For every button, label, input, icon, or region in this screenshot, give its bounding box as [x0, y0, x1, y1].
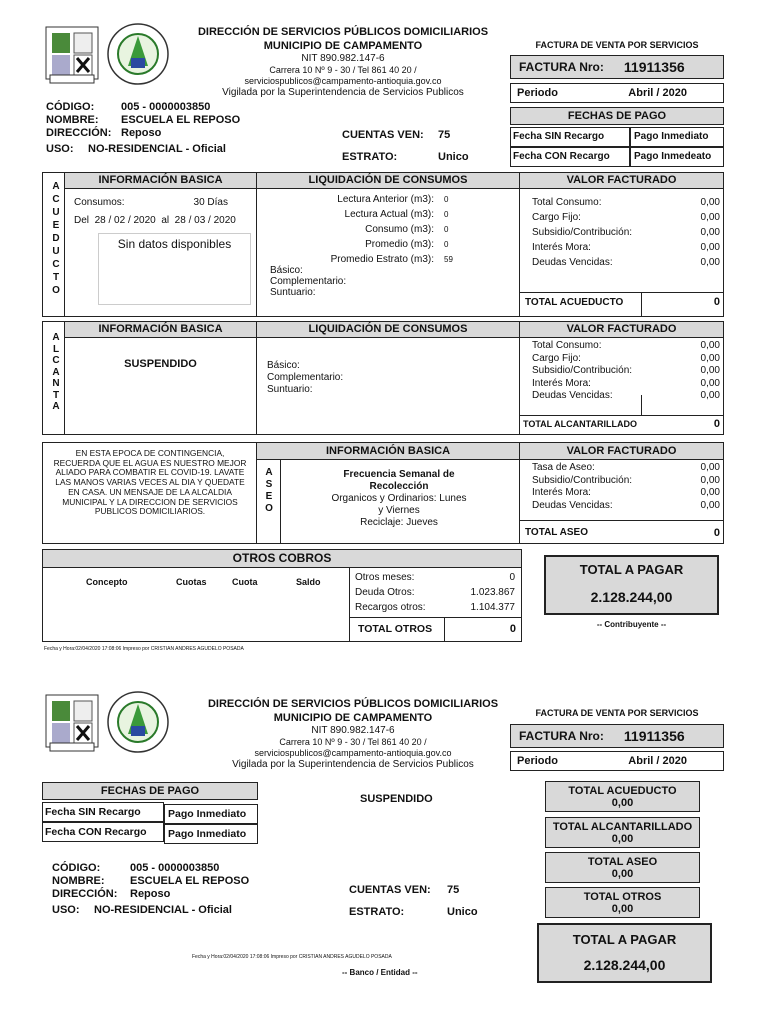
acueducto-basico: Básico:	[270, 265, 303, 276]
total-a-pagar-value: 2.128.244,00	[590, 589, 673, 605]
acueducto-valor-value: 0,00	[700, 212, 720, 223]
alcantarillado-basico: Básico:	[267, 360, 300, 371]
lectura-label: Promedio (m3):	[365, 239, 434, 250]
codigo-label-2: CÓDIGO:	[52, 862, 101, 874]
lectura-value: 0	[444, 225, 449, 234]
aseo-valor-value: 0,00	[700, 462, 720, 473]
alcantarillado-valor-label: Cargo Fijo:	[532, 352, 581, 364]
total-a-pagar-value-2: 2.128.244,00	[583, 957, 666, 973]
acueducto-valor-row	[532, 227, 720, 239]
lectura-row	[270, 194, 470, 206]
periodo-hasta: 28 / 03 / 2020	[174, 215, 236, 226]
nombre-value-2: ESCUELA EL REPOSO	[130, 875, 250, 887]
lectura-label: Lectura Anterior (m3):	[337, 194, 434, 205]
acueducto-side-letter: E	[52, 220, 60, 231]
col-cuotas: Cuotas	[176, 577, 207, 587]
alcantarillado-valor-row	[532, 340, 720, 352]
acueducto-side-letter: O	[52, 285, 60, 296]
aseo-side-letter: A	[265, 467, 273, 478]
municipal-shield-logo-2	[44, 693, 100, 753]
alcantarillado-valor-value: 0,00	[700, 390, 720, 401]
coupon-total-label: TOTAL ALCANTARILLADO	[552, 821, 693, 833]
print-footer-2: Fecha y Hora:02/04/2020 17:08:06 Impreso por CRISTIAN ANDRES AGUDELO POSADA	[192, 954, 392, 960]
aseo-valor-row	[532, 500, 720, 512]
al-label: al	[161, 215, 170, 226]
acueducto-valor-value: 0,00	[700, 242, 720, 253]
acueducto-valor-row	[532, 197, 720, 209]
fecha-sin-recargo-label-2: Fecha SIN Recargo	[42, 802, 164, 822]
acueducto-valor-value: 0,00	[700, 197, 720, 208]
acueducto-side-letter: U	[52, 207, 60, 218]
acueducto-valor-label: Subsidio/Contribución:	[532, 227, 633, 238]
reciclaje-schedule: Reciclaje: Jueves	[360, 517, 438, 528]
otros-item-label: Deuda Otros:	[355, 587, 415, 598]
period-value-2: Abril / 2020	[628, 755, 687, 767]
nit-2: NIT 890.982.147-6	[311, 725, 395, 736]
org-name: DIRECCIÓN DE SERVICIOS PÚBLICOS DOMICILIARIOS	[197, 26, 489, 38]
aseo-valor-label: Subsidio/Contribución:	[532, 474, 633, 486]
nit: NIT 890.982.147-6	[301, 53, 385, 64]
lectura-value: 0	[444, 240, 449, 249]
acueducto-valor-label: Total Consumo:	[532, 197, 602, 208]
alcantarillado-valor-row	[532, 378, 720, 390]
services-seal-logo-2	[106, 690, 170, 754]
otros-item-value: 1.104.377	[470, 602, 515, 613]
acueducto-liq-title: LIQUIDACIÓN DE CONSUMOS	[257, 173, 519, 189]
alcantarillado-side-label	[50, 332, 62, 413]
alcantarillado-suntuario: Suntuario:	[267, 384, 313, 395]
alcantarillado-valor-label: Deudas Vencidas:	[532, 390, 613, 401]
direccion-label: DIRECCIÓN:	[46, 127, 112, 139]
nombre-label: NOMBRE:	[46, 114, 99, 126]
coupon-total-label: TOTAL ASEO	[587, 856, 658, 868]
acueducto-valor-label: Cargo Fijo:	[532, 212, 581, 223]
alcantarillado-valor-value: 0,00	[700, 340, 720, 351]
coupon-total-value: 0,00	[611, 868, 634, 880]
alcantarillado-side-letter: A	[52, 332, 60, 343]
lectura-value: 0	[444, 195, 449, 204]
col-saldo: Saldo	[296, 577, 321, 587]
total-alcantarillado-value: 0	[713, 418, 720, 430]
total-alcantarillado-label: TOTAL ALCANTARILLADO	[523, 419, 637, 429]
lectura-value: 0	[444, 210, 449, 219]
consumos-value: 30 Días	[193, 197, 228, 208]
col-concepto: Concepto	[86, 577, 128, 587]
banco-label: -- Banco / Entidad --	[342, 968, 418, 977]
fecha-sin-recargo-label: Fecha SIN Recargo	[510, 127, 630, 147]
org-name-2: DIRECCIÓN DE SERVICIOS PÚBLICOS DOMICILIARIOS	[207, 698, 499, 710]
acueducto-valor-value: 0,00	[700, 227, 720, 238]
alcantarillado-valor-label: Subsidio/Contribución:	[532, 365, 633, 376]
acueducto-valor-value: 0,00	[700, 257, 720, 268]
otros-item-row	[355, 601, 515, 615]
coupon-total-value: 0,00	[611, 833, 634, 845]
aseo-valor-value: 0,00	[700, 499, 720, 511]
alcantarillado-side-letter: A	[52, 366, 60, 378]
total-acueducto-label: TOTAL ACUEDUCTO	[525, 297, 624, 308]
nombre-value: ESCUELA EL REPOSO	[121, 114, 241, 126]
codigo-label: CÓDIGO:	[46, 101, 95, 113]
total-a-pagar-label-2: TOTAL A PAGAR	[572, 932, 677, 947]
fecha-con-recargo-value: Pago Inmedeato	[630, 147, 724, 167]
coupon-total-box	[545, 852, 700, 883]
acueducto-side-letter: D	[52, 233, 60, 244]
coupon-total-value: 0,00	[611, 903, 634, 915]
coupon-total-box	[545, 887, 700, 918]
covid-message: EN ESTA EPOCA DE CONTINGENCIA, RECUERDA QUE EL AGUA ES NUESTRO MEJOR ALIADO PARA COMBATIR EL COVID-19. LAVATE LAS MANOS VARIAS VECES AL DIA Y QUEDATE EN CASA. UN MENSAJE DE LA ALCALDIA MUNICIPAL Y LA DIRECCION DE SERVICIOS PUBLICOS DOMICILIARIOS.	[53, 448, 247, 517]
acueducto-valor-row	[532, 257, 720, 269]
fechas-pago-title: FECHAS DE PAGO	[510, 107, 724, 125]
acueducto-side-letter: C	[52, 194, 60, 205]
codigo-value-2: 005 - 0000003850	[130, 862, 220, 874]
estrato-label: ESTRATO:	[342, 151, 398, 163]
municipal-shield-logo	[44, 25, 100, 85]
alcantarillado-info-title: INFORMACIÓN BASICA	[65, 322, 256, 338]
fecha-sin-recargo-value: Pago Inmediato	[630, 127, 724, 147]
fecha-con-recargo-label: Fecha CON Recargo	[510, 147, 630, 167]
aseo-valor-label: Deudas Vencidas:	[532, 499, 613, 511]
alcantarillado-liq-title: LIQUIDACIÓN DE CONSUMOS	[257, 322, 519, 338]
aseo-info-title: INFORMACIÓN BASICA	[257, 443, 519, 460]
fecha-sin-recargo-value-2: Pago Inmediato	[164, 804, 258, 824]
services-seal-logo	[106, 22, 170, 86]
org-email: serviciospublicos@campamento-antioquia.gov.co	[244, 76, 442, 86]
alcantarillado-side-letter: N	[52, 378, 60, 389]
cuentas-ven-label-2: CUENTAS VEN:	[349, 884, 431, 896]
acueducto-suntuario: Suntuario:	[270, 287, 316, 298]
lectura-value: 59	[444, 255, 453, 264]
coupon-total-value: 0,00	[611, 797, 634, 809]
direccion-label-2: DIRECCIÓN:	[52, 888, 118, 900]
alcantarillado-side-letter: C	[52, 355, 60, 366]
alcantarillado-valor-value: 0,00	[700, 352, 720, 364]
otros-item-row	[355, 571, 515, 585]
aseo-side-letter: O	[265, 503, 273, 514]
total-aseo-label: TOTAL ASEO	[525, 527, 588, 538]
otros-cobros-title: OTROS COBROS	[43, 550, 521, 568]
acueducto-valor-row	[532, 242, 720, 254]
contribuyente-label: -- Contribuyente --	[596, 620, 667, 629]
period-value: Abril / 2020	[628, 87, 687, 99]
aseo-side-letter: S	[265, 479, 273, 490]
coupon-total-label: TOTAL OTROS	[583, 891, 662, 903]
alcantarillado-valor-row	[532, 365, 720, 377]
coupon-status: SUSPENDIDO	[360, 793, 433, 805]
invoice-type: FACTURA DE VENTA POR SERVICIOS	[535, 40, 699, 50]
total-a-pagar-label: TOTAL A PAGAR	[579, 562, 684, 577]
acueducto-valor-row	[532, 212, 720, 224]
cuentas-ven-label: CUENTAS VEN:	[342, 129, 424, 141]
nombre-label-2: NOMBRE:	[52, 875, 105, 887]
print-footer: Fecha y Hora:02/04/2020 17:08:06 Impreso por CRISTIAN ANDRES AGUDELO POSADA	[44, 646, 244, 652]
aseo-valor-label: Tasa de Aseo:	[532, 462, 595, 473]
aseo-side-letter: E	[265, 491, 273, 502]
aseo-side-label	[263, 467, 275, 515]
alcantarillado-valor-label: Interés Mora:	[532, 377, 591, 389]
cuentas-ven-value-2: 75	[447, 884, 460, 896]
acueducto-complementario: Complementario:	[270, 276, 347, 287]
uso-value-2: NO-RESIDENCIAL - Oficial	[94, 904, 232, 916]
alcantarillado-valor-value: 0,00	[700, 365, 720, 376]
lectura-row	[270, 224, 470, 236]
vigilada-text-2: Vigilada por la Superintendencia de Servicios Publicos	[232, 759, 474, 770]
direccion-value: Reposo	[121, 127, 162, 139]
acueducto-valor-label: Deudas Vencidas:	[532, 257, 613, 268]
estrato-value: Unico	[438, 151, 469, 163]
alcantarillado-valor-title: VALOR FACTURADO	[520, 322, 723, 338]
otros-item-label: Recargos otros:	[355, 602, 426, 613]
organicos-schedule: Organicos y Ordinarios: Lunes	[331, 493, 467, 504]
org-address: Carrera 10 Nº 9 - 30 / Tel 861 40 20 /	[269, 65, 417, 75]
total-otros-label: TOTAL OTROS	[358, 623, 433, 635]
period-box-2	[510, 751, 724, 771]
sin-datos-text: Sin datos disponibles	[117, 237, 232, 251]
otros-item-value: 1.023.867	[470, 587, 515, 598]
invoice-number-label-2: FACTURA Nro:	[519, 729, 604, 743]
invoice-number: 11911356	[623, 59, 685, 75]
invoice-number-2: 11911356	[623, 728, 685, 744]
period-label-2: Periodo	[517, 755, 558, 767]
acueducto-valor-label: Interés Mora:	[532, 242, 591, 253]
uso-value: NO-RESIDENCIAL - Oficial	[88, 143, 226, 155]
consumos-label: Consumos:	[74, 197, 125, 208]
estrato-label-2: ESTRATO:	[349, 906, 405, 918]
acueducto-side-letter: C	[52, 259, 60, 270]
otros-item-label: Otros meses:	[355, 572, 415, 583]
consumption-graph-area	[98, 233, 251, 305]
lectura-row	[270, 239, 470, 251]
fechas-pago-title-2: FECHAS DE PAGO	[42, 782, 258, 800]
alcantarillado-side-letter: L	[52, 343, 60, 355]
alcantarillado-valor-value: 0,00	[700, 377, 720, 389]
codigo-value: 005 - 0000003850	[121, 101, 211, 113]
otros-item-value: 0	[509, 572, 515, 583]
aseo-valor-row	[532, 487, 720, 499]
aseo-valor-title: VALOR FACTURADO	[520, 443, 723, 460]
total-aseo-value: 0	[713, 527, 720, 539]
alcantarillado-complementario: Complementario:	[267, 372, 344, 383]
total-otros-value: 0	[509, 623, 516, 635]
lectura-label: Lectura Actual (m3):	[344, 209, 434, 220]
acueducto-valor-title: VALOR FACTURADO	[520, 173, 723, 189]
acueducto-side-label	[50, 180, 62, 297]
aseo-valor-value: 0,00	[700, 474, 720, 486]
invoice-number-box	[510, 55, 724, 79]
lectura-label: Consumo (m3):	[365, 224, 434, 235]
alcantarillado-valor-row	[532, 390, 720, 402]
period-box	[510, 83, 724, 103]
invoice-number-box-2	[510, 724, 724, 748]
del-label: Del	[74, 215, 90, 226]
uso-label: USO:	[46, 143, 74, 155]
uso-label-2: USO:	[52, 904, 80, 916]
aseo-valor-row	[532, 475, 720, 487]
col-cuota: Cuota	[232, 577, 258, 587]
alcantarillado-valor-label: Total Consumo:	[532, 340, 602, 351]
alcantarillado-side-letter: A	[52, 401, 60, 412]
coupon-total-label: TOTAL ACUEDUCTO	[568, 785, 677, 797]
coupon-total-box	[545, 817, 700, 848]
alcantarillado-status: SUSPENDIDO	[124, 358, 197, 370]
estrato-value-2: Unico	[447, 906, 478, 918]
fecha-con-recargo-value-2: Pago Inmediato	[164, 824, 258, 844]
lectura-row	[270, 209, 470, 221]
acueducto-side-letter: U	[52, 246, 60, 257]
vigilada-text: Vigilada por la Superintendencia de Servicios Publicos	[222, 87, 464, 98]
acueducto-side-letter: T	[52, 272, 60, 283]
aseo-valor-label: Interés Mora:	[532, 487, 591, 498]
aseo-valor-row	[532, 462, 720, 474]
municipality-name-2: MUNICIPIO DE CAMPAMENTO	[273, 712, 433, 724]
frecuencia-title: Frecuencia Semanal de Recolección	[343, 469, 455, 492]
periodo-desde: 28 / 02 / 2020	[94, 215, 156, 226]
cuentas-ven-value: 75	[438, 129, 451, 141]
municipality-name: MUNICIPIO DE CAMPAMENTO	[263, 40, 423, 52]
otros-item-row	[355, 586, 515, 600]
lectura-label: Promedio Estrato (m3):	[330, 254, 434, 265]
aseo-valor-value: 0,00	[700, 487, 720, 498]
invoice-number-label: FACTURA Nro:	[519, 60, 604, 74]
invoice-type-2: FACTURA DE VENTA POR SERVICIOS	[535, 708, 699, 718]
acueducto-side-letter: A	[52, 181, 60, 192]
organicos-schedule-2: y Viernes	[378, 505, 420, 516]
alcantarillado-side-letter: T	[52, 389, 60, 401]
alcantarillado-valor-row	[532, 353, 720, 365]
org-address-2: Carrera 10 Nº 9 - 30 / Tel 861 40 20 /	[279, 737, 427, 747]
org-email-2: serviciospublicos@campamento-antioquia.gov.co	[254, 748, 452, 758]
acueducto-info-title: INFORMACIÓN BASICA	[65, 173, 256, 189]
coupon-total-box	[545, 781, 700, 812]
total-acueducto-value: 0	[713, 296, 720, 308]
direccion-value-2: Reposo	[130, 888, 171, 900]
fecha-con-recargo-label-2: Fecha CON Recargo	[42, 822, 164, 842]
period-label: Periodo	[517, 87, 558, 99]
